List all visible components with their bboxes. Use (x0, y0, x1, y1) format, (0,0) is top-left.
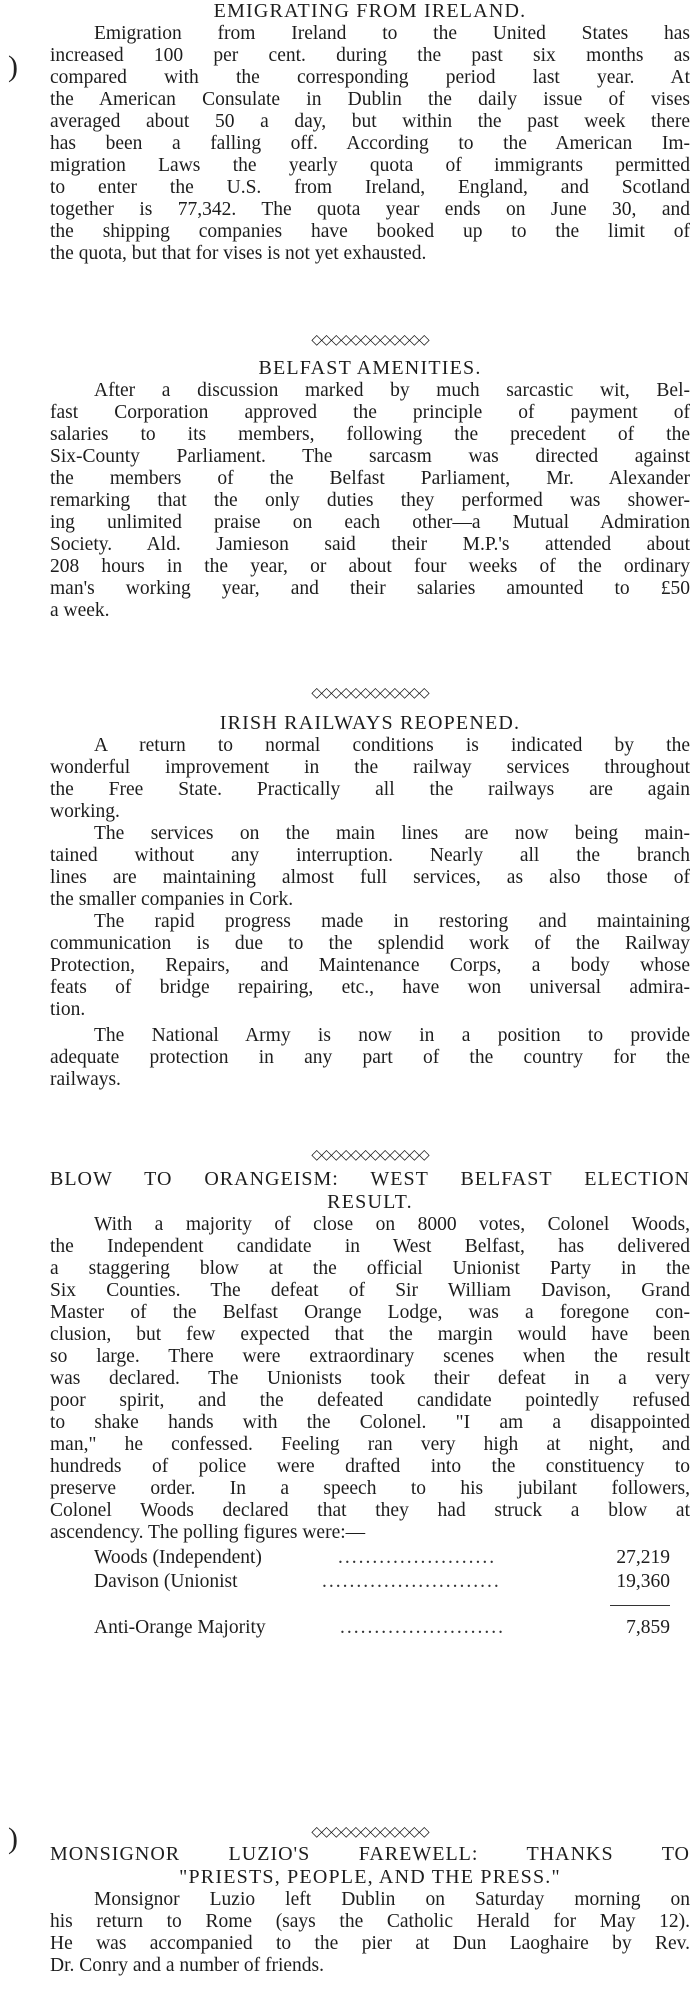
text-line: wonderful improvement in the railway services throughout (50, 757, 690, 778)
text-line: adequate protection in any part of the country for the (50, 1047, 690, 1068)
article-body (50, 23, 690, 265)
text-line: to shake hands with the Colonel. "I am a disappointed (50, 1412, 690, 1433)
text-line: the Independent candidate in West Belfast, has delivered (50, 1236, 690, 1257)
text-line: Dr. Conry and a number of friends. (50, 1955, 325, 1976)
text-line: man," he confessed. Feeling ran very high at night, and (50, 1434, 690, 1455)
majority-label: Anti-Orange Majority (94, 1617, 266, 1638)
text-line: He was accompanied to the pier at Dun Laoghaire by Rev. (50, 1933, 690, 1954)
headline: MONSIGNOR LUZIO'S FAREWELL: THANKS TO (50, 1843, 690, 1865)
article-belfast-amenities (50, 357, 690, 622)
text-line: tained without any interruption. Nearly all the branch (50, 845, 690, 866)
text-line: A return to normal conditions is indicated by the (94, 735, 690, 756)
text-line: the quota, but that for vises is not yet exhausted. (50, 243, 427, 264)
headline: BELFAST AMENITIES. (258, 357, 482, 379)
ornament-divider: ◇◇◇◇◇◇◇◇◇◇◇◇ (311, 1148, 429, 1163)
text-line: communication is due to the splendid work of the Railway (50, 933, 690, 954)
text-line: lines are maintaining almost full services, as also those of (50, 867, 690, 888)
text-line: With a majority of close on 8000 votes, Colonel Woods, (94, 1214, 690, 1235)
text-line: his return to Rome (says the Catholic Herald for May 12). (50, 1911, 690, 1932)
article-body (50, 1214, 690, 1544)
text-line: remarking that the only duties they performed was shower- (50, 490, 690, 511)
margin-mark: ) (8, 50, 18, 83)
text-line: clusion, but few expected that the margin would have been (50, 1324, 690, 1345)
text-line: 208 hours in the year, or about four weeks of the ordinary (50, 556, 690, 577)
poll-row (50, 1570, 690, 1594)
text-line: migration Laws the yearly quota of immigrants permitted (50, 155, 690, 176)
text-line: Colonel Woods declared that they had struck a blow at (50, 1500, 690, 1521)
headline-continued: "PRIESTS, PEOPLE, AND THE PRESS." (179, 1866, 561, 1888)
poll-candidate: Woods (Independent) (94, 1547, 262, 1568)
text-line: the Free State. Practically all the railways are again (50, 779, 690, 800)
ornament-divider: ◇◇◇◇◇◇◇◇◇◇◇◇ (311, 333, 429, 348)
majority-value: 7,859 (626, 1617, 670, 1638)
text-line: The services on the main lines are now being main- (94, 823, 690, 844)
text-line: the smaller companies in Cork. (50, 889, 294, 910)
text-line: a staggering blow at the official Unionist Party in the (50, 1258, 690, 1279)
margin-mark: ) (8, 1822, 18, 1855)
poll-rule-row (50, 1594, 690, 1616)
leader-dots: ....................... (338, 1547, 497, 1568)
text-line: Protection, Repairs, and Maintenance Corps, a body whose (50, 955, 690, 976)
article-emigrating (50, 0, 690, 265)
poll-row (50, 1546, 690, 1570)
text-line: the American Consulate in Dublin the daily issue of vises (50, 89, 690, 110)
text-line: salaries to its members, following the precedent of the (50, 424, 690, 445)
text-line: feats of bridge repairing, etc., have won universal admira- (50, 977, 690, 998)
poll-candidate: Davison (Unionist (94, 1571, 238, 1592)
headline: EMIGRATING FROM IRELAND. (213, 0, 527, 22)
sum-rule (610, 1605, 670, 1606)
text-line: a week. (50, 600, 110, 621)
text-line: tion. (50, 999, 86, 1020)
ornament-divider: ◇◇◇◇◇◇◇◇◇◇◇◇ (311, 686, 429, 701)
text-line: Six-County Parliament. The sarcasm was directed against (50, 446, 690, 467)
text-line: Emigration from Ireland to the United States has (94, 23, 690, 44)
text-line: the members of the Belfast Parliament, Mr. Alexander (50, 468, 690, 489)
ornament-divider: ◇◇◇◇◇◇◇◇◇◇◇◇ (311, 1825, 429, 1840)
text-line: hundreds of police were drafted into the constituency to (50, 1456, 690, 1477)
text-line: Six Counties. The defeat of Sir William Davison, Grand (50, 1280, 690, 1301)
text-line: railways. (50, 1069, 121, 1090)
article-body (50, 735, 690, 1091)
text-line: working. (50, 801, 120, 822)
article-irish-railways (50, 712, 690, 1091)
text-line: has been a falling off. According to the American Im- (50, 133, 690, 154)
headline: BLOW TO ORANGEISM: WEST BELFAST ELECTION (50, 1168, 690, 1190)
majority-row (50, 1616, 690, 1640)
text-line: compared with the corresponding period last year. At (50, 67, 690, 88)
article-body (50, 1889, 690, 1977)
text-line: increased 100 per cent. during the past six months as (50, 45, 690, 66)
polling-table (50, 1546, 690, 1640)
text-line: together is 77,342. The quota year ends on June 30, and (50, 199, 690, 220)
text-line: poor spirit, and the defeated candidate pointedly refused (50, 1390, 690, 1411)
text-line: man's working year, and their salaries amounted to £50 (50, 578, 690, 599)
text-line: fast Corporation approved the principle of payment of (50, 402, 690, 423)
text-line: averaged about 50 a day, but within the past week there (50, 111, 690, 132)
article-body (50, 380, 690, 622)
text-line: ascendency. The polling figures were:— (50, 1522, 366, 1543)
text-line: The rapid progress made in restoring and maintaining (94, 911, 690, 932)
text-line: the shipping companies have booked up to the limit of (50, 221, 690, 242)
text-line: Master of the Belfast Orange Lodge, was a foregone con- (50, 1302, 690, 1323)
text-line: Society. Ald. Jamieson said their M.P.'s attended about (50, 534, 690, 555)
leader-dots: ........................ (340, 1617, 505, 1638)
article-monsignor-luzio (50, 1843, 690, 1977)
poll-votes: 19,360 (616, 1571, 670, 1592)
headline-continued: RESULT. (327, 1191, 413, 1213)
text-line: Monsignor Luzio left Dublin on Saturday morning on (94, 1889, 690, 1910)
article-west-belfast-election (50, 1168, 690, 1640)
headline: IRISH RAILWAYS REOPENED. (219, 712, 521, 734)
text-line: to enter the U.S. from Ireland, England, and Scotland (50, 177, 690, 198)
text-line: ing unlimited praise on each other—a Mutual Admiration (50, 512, 690, 533)
text-line: so large. There were extraordinary scenes when the result (50, 1346, 690, 1367)
text-line: After a discussion marked by much sarcastic wit, Bel- (94, 380, 690, 401)
text-line: The National Army is now in a position to provide (94, 1025, 690, 1046)
text-line: was declared. The Unionists took their defeat in a very (50, 1368, 690, 1389)
text-line: preserve order. In a speech to his jubilant followers, (50, 1478, 690, 1499)
leader-dots: .......................... (322, 1571, 501, 1592)
poll-votes: 27,219 (616, 1547, 670, 1568)
